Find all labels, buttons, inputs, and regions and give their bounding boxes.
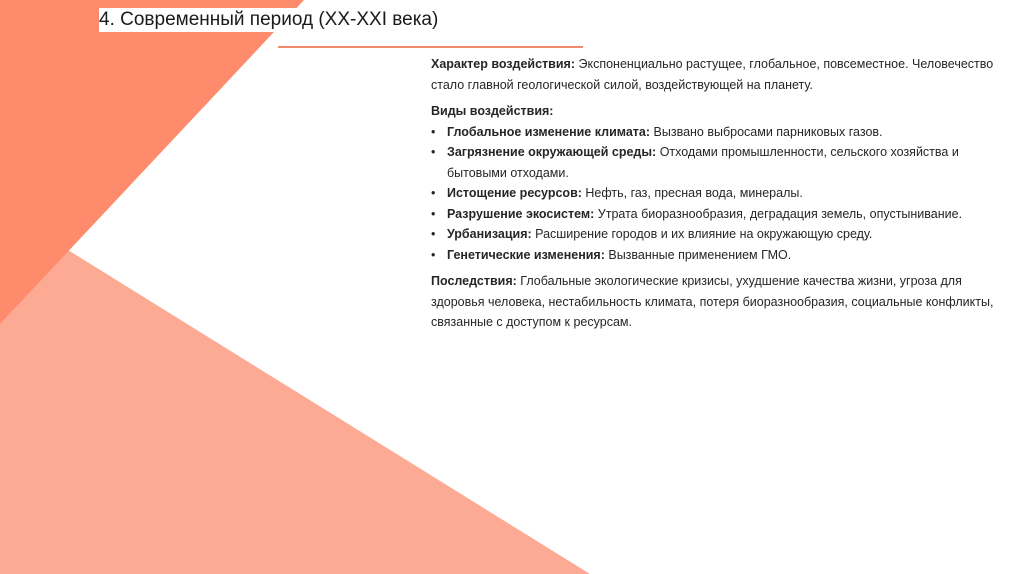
slide-title: 4. Современный период (XX-XXI века) (99, 9, 439, 30)
list-item (431, 122, 1016, 143)
list-item (431, 142, 1016, 183)
consequences-text: Глобальные экологические кризисы, ухудшение качества жизни, угроза для здоровья человека, нестабильность климата, потеря биоразнообразия, социальные конфликты, связанные с доступом к ресурсам. (431, 274, 994, 329)
item-label: Загрязнение окружающей среды: (447, 145, 657, 159)
list-item (431, 204, 1016, 225)
types-heading: Виды воздействия: (431, 104, 554, 118)
item-label: Истощение ресурсов: (447, 186, 582, 200)
list-item (431, 245, 1016, 266)
bullet-icon: • (431, 206, 436, 221)
character-label: Характер воздействия: (431, 57, 575, 71)
item-text: Утрата биоразнообразия, деградация земель, опустынивание. (594, 206, 963, 221)
consequences-paragraph (431, 271, 1016, 333)
item-label: Урбанизация: (447, 227, 532, 241)
item-label: Генетические изменения: (447, 247, 605, 262)
consequences-label: Последствия: (431, 274, 517, 288)
list-item (431, 183, 1016, 204)
bullet-icon: • (431, 247, 436, 262)
title-underline (278, 46, 583, 48)
item-text: Вызванные применением ГМО. (604, 247, 792, 262)
character-paragraph (431, 54, 1016, 95)
item-text: Отходами промышленности, сельского хозяйства и бытовыми отходами. (447, 145, 959, 180)
bullet-icon: • (431, 227, 436, 241)
item-text: Расширение городов и их влияние на окружающую среду. (531, 227, 873, 241)
list-item (431, 224, 1016, 245)
bullet-icon: • (431, 186, 436, 200)
dark-triangle-shape (0, 0, 304, 324)
slide-content (431, 54, 1016, 339)
item-label: Разрушение экосистем: (447, 206, 595, 221)
item-text: Вызвано выбросами парниковых газов. (650, 124, 883, 139)
bullet-icon: • (431, 124, 436, 139)
impact-list (431, 122, 1016, 266)
character-text: Экспоненциально растущее, глобальное, повсеместное. Человечество стало главной геологической силой, воздействующей на планету. (431, 57, 994, 92)
item-label: Глобальное изменение климата: (447, 124, 651, 139)
bullet-icon: • (431, 145, 436, 159)
item-text: Нефть, газ, пресная вода, минералы. (581, 186, 803, 200)
